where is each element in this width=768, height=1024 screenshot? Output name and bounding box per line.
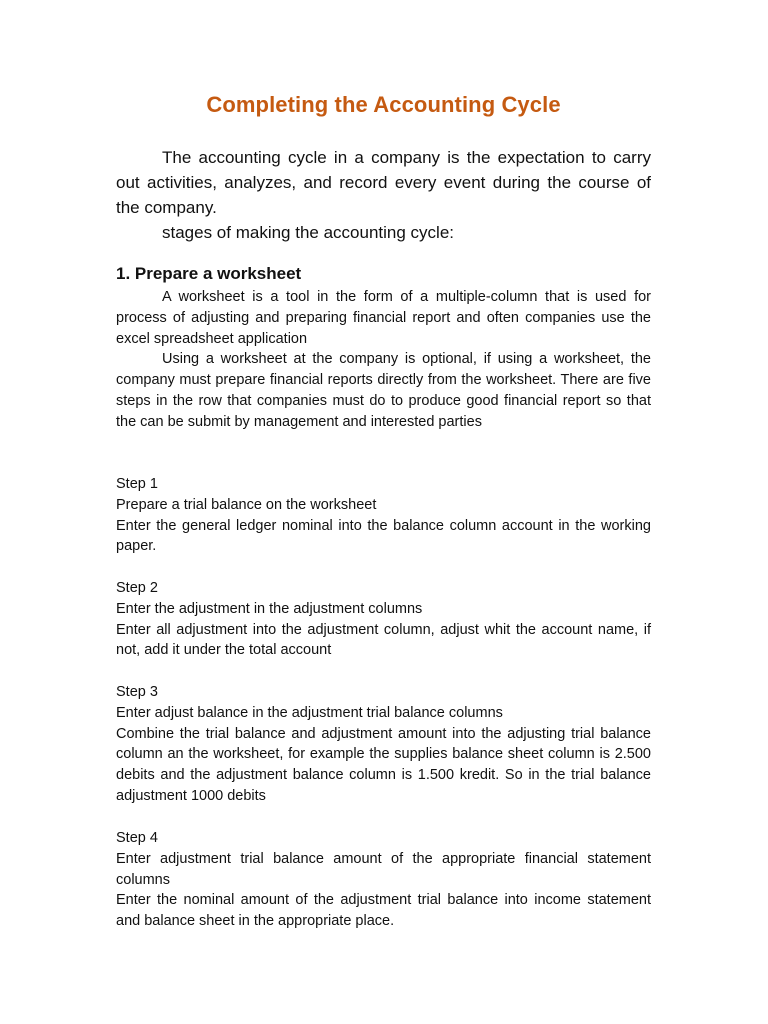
section-paragraph: Using a worksheet at the company is optional, if using a worksheet, the company must prepare financial reports directly from the worksheet. There are five steps in the row that companies must do to produce good financial report so that the can be submit by management and interested parties [116, 351, 651, 430]
step-block [116, 682, 651, 807]
step-heading: Enter adjustment trial balance amount of the appropriate financial statement columns [116, 850, 651, 888]
step-label: Step 3 [116, 684, 158, 700]
intro-paragraph: The accounting cycle in a company is the expectation to carry out activities, analyzes, and record every event during the course of the company. [116, 148, 651, 217]
step-text: Enter the general ledger nominal into the balance column account in the working paper. [116, 517, 651, 555]
step-text: Combine the trial balance and adjustment amount into the adjusting trial balance column an the worksheet, for example the supplies balance sheet column is 2.500 debits and the adjustment balance column is 1.500 kredit. So in the trial balance adjustment 1000 debits [116, 725, 651, 804]
section-paragraph: A worksheet is a tool in the form of a multiple-column that is used for process of adjusting and preparing financial report and often companies use the excel spreadsheet application [116, 289, 651, 347]
step-heading: Prepare a trial balance on the worksheet [116, 496, 377, 513]
step-heading: Enter adjust balance in the adjustment trial balance columns [116, 704, 503, 721]
section-heading: 1. Prepare a worksheet [116, 264, 302, 283]
step-block [116, 578, 651, 661]
intro-subline: stages of making the accounting cycle: [162, 223, 454, 242]
step-text: Enter all adjustment into the adjustment column, adjust whit the account name, if not, add it under the total account [116, 621, 651, 659]
step-text: Enter the nominal amount of the adjustment trial balance into income statement and balance sheet in the appropriate place. [116, 892, 651, 930]
intro-block [116, 145, 651, 245]
step-label: Step 1 [116, 476, 158, 492]
step-label: Step 4 [116, 830, 158, 846]
step-label: Step 2 [116, 580, 158, 596]
document-title: Completing the Accounting Cycle [206, 92, 561, 117]
step-heading: Enter the adjustment in the adjustment columns [116, 600, 423, 617]
step-block [116, 828, 651, 932]
section-body [116, 287, 651, 433]
step-block [116, 474, 651, 557]
